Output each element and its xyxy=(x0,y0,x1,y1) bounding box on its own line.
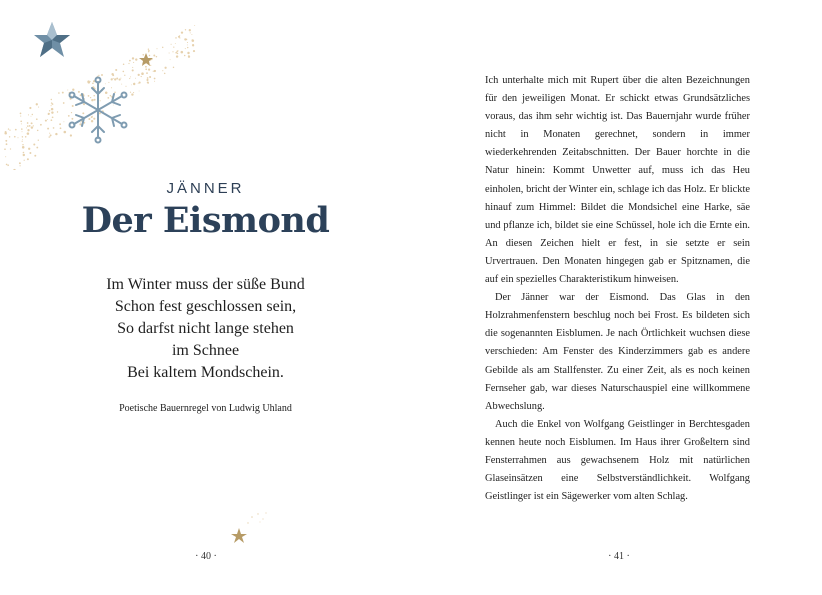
poem-line: Bei kaltem Mondschein. xyxy=(127,364,284,381)
winter-decoration xyxy=(0,0,260,170)
poem-source: Poetische Bauernregel von Ludwig Uhland xyxy=(119,403,292,414)
poem-line: Schon fest geschlossen sein, xyxy=(114,298,297,315)
small-star-icon xyxy=(139,53,153,66)
snowflake-icon xyxy=(70,78,127,143)
poem-line: im Schnee xyxy=(171,342,240,359)
paragraph: Ich unterhalte mich mit Rupert über die alten Bezeichnungen für den jeweiligen Monat. Er schickt etwas Grundsätzliches voraus, das ihm sehr wichtig ist. Das Bauernjahr wurde früher nicht in Monaten gerechnet, sondern in immer wiederkehrenden Zeitabschnitten. Der Bauer horchte in die Natur hinein: Kommt Unwetter auf, muss ich das Heu einholen, bricht der Winter ein, schlage ich das Holz. Er blickte hinauf zum Himmel: Bildet die Mondsichel eine Harke, säe und pflanze ich, bildet sie eine Schüssel, hole ich die Ernte ein. An diesen Zeichen hielt er fest, in sie setzte er sein Urvertrauen. Den Monaten hingegen gab er Spitznamen, die auf ein spezielles Charakteristikum hinweisen. xyxy=(485,75,750,286)
page-number: · 41 · xyxy=(608,551,630,562)
gold-dust xyxy=(4,25,195,170)
right-page xyxy=(411,0,822,595)
paragraph: Auch die Enkel von Wolfgang Geistlinger in Berchtesgaden kennen heute noch Eisblumen. Im Haus ihrer Großeltern sind Fensterrahmen aus gewachsenem Holz mit natürlichen Glaseinsätzen eine Selbstverständlichkeit. Wolfgang Geistlinger ist ein Sägewerker vom alten Schlag. xyxy=(485,418,750,503)
poem-line: So darfst nicht lange stehen xyxy=(117,320,294,337)
chapter-kicker: JÄNNER xyxy=(166,180,245,197)
paragraph: Der Jänner war der Eismond. Das Glas in den Holzrahmenfenstern beschlug noch bei Frost. Es bildeten sich die sogenannten Eisblumen. Je nach Örtlichkeit wuchsen diese verschieden: Am Fenster des Kinderzimmers gab es andere Gebilde als am Stallfenster. Zu einer Zeit, als es noch keinen Fernseher gab, war dieses Naturschauspiel eine willkommene Abwechslung. xyxy=(485,292,750,412)
body-text xyxy=(485,72,750,506)
poem xyxy=(0,274,411,384)
page-number: · 40 · xyxy=(195,551,217,562)
star-icon xyxy=(34,22,70,57)
poem-line: Im Winter muss der süße Bund xyxy=(106,276,305,293)
chapter-title: Der Eismond xyxy=(81,200,330,241)
small-star-decoration xyxy=(222,505,282,550)
small-star-icon xyxy=(231,528,247,543)
